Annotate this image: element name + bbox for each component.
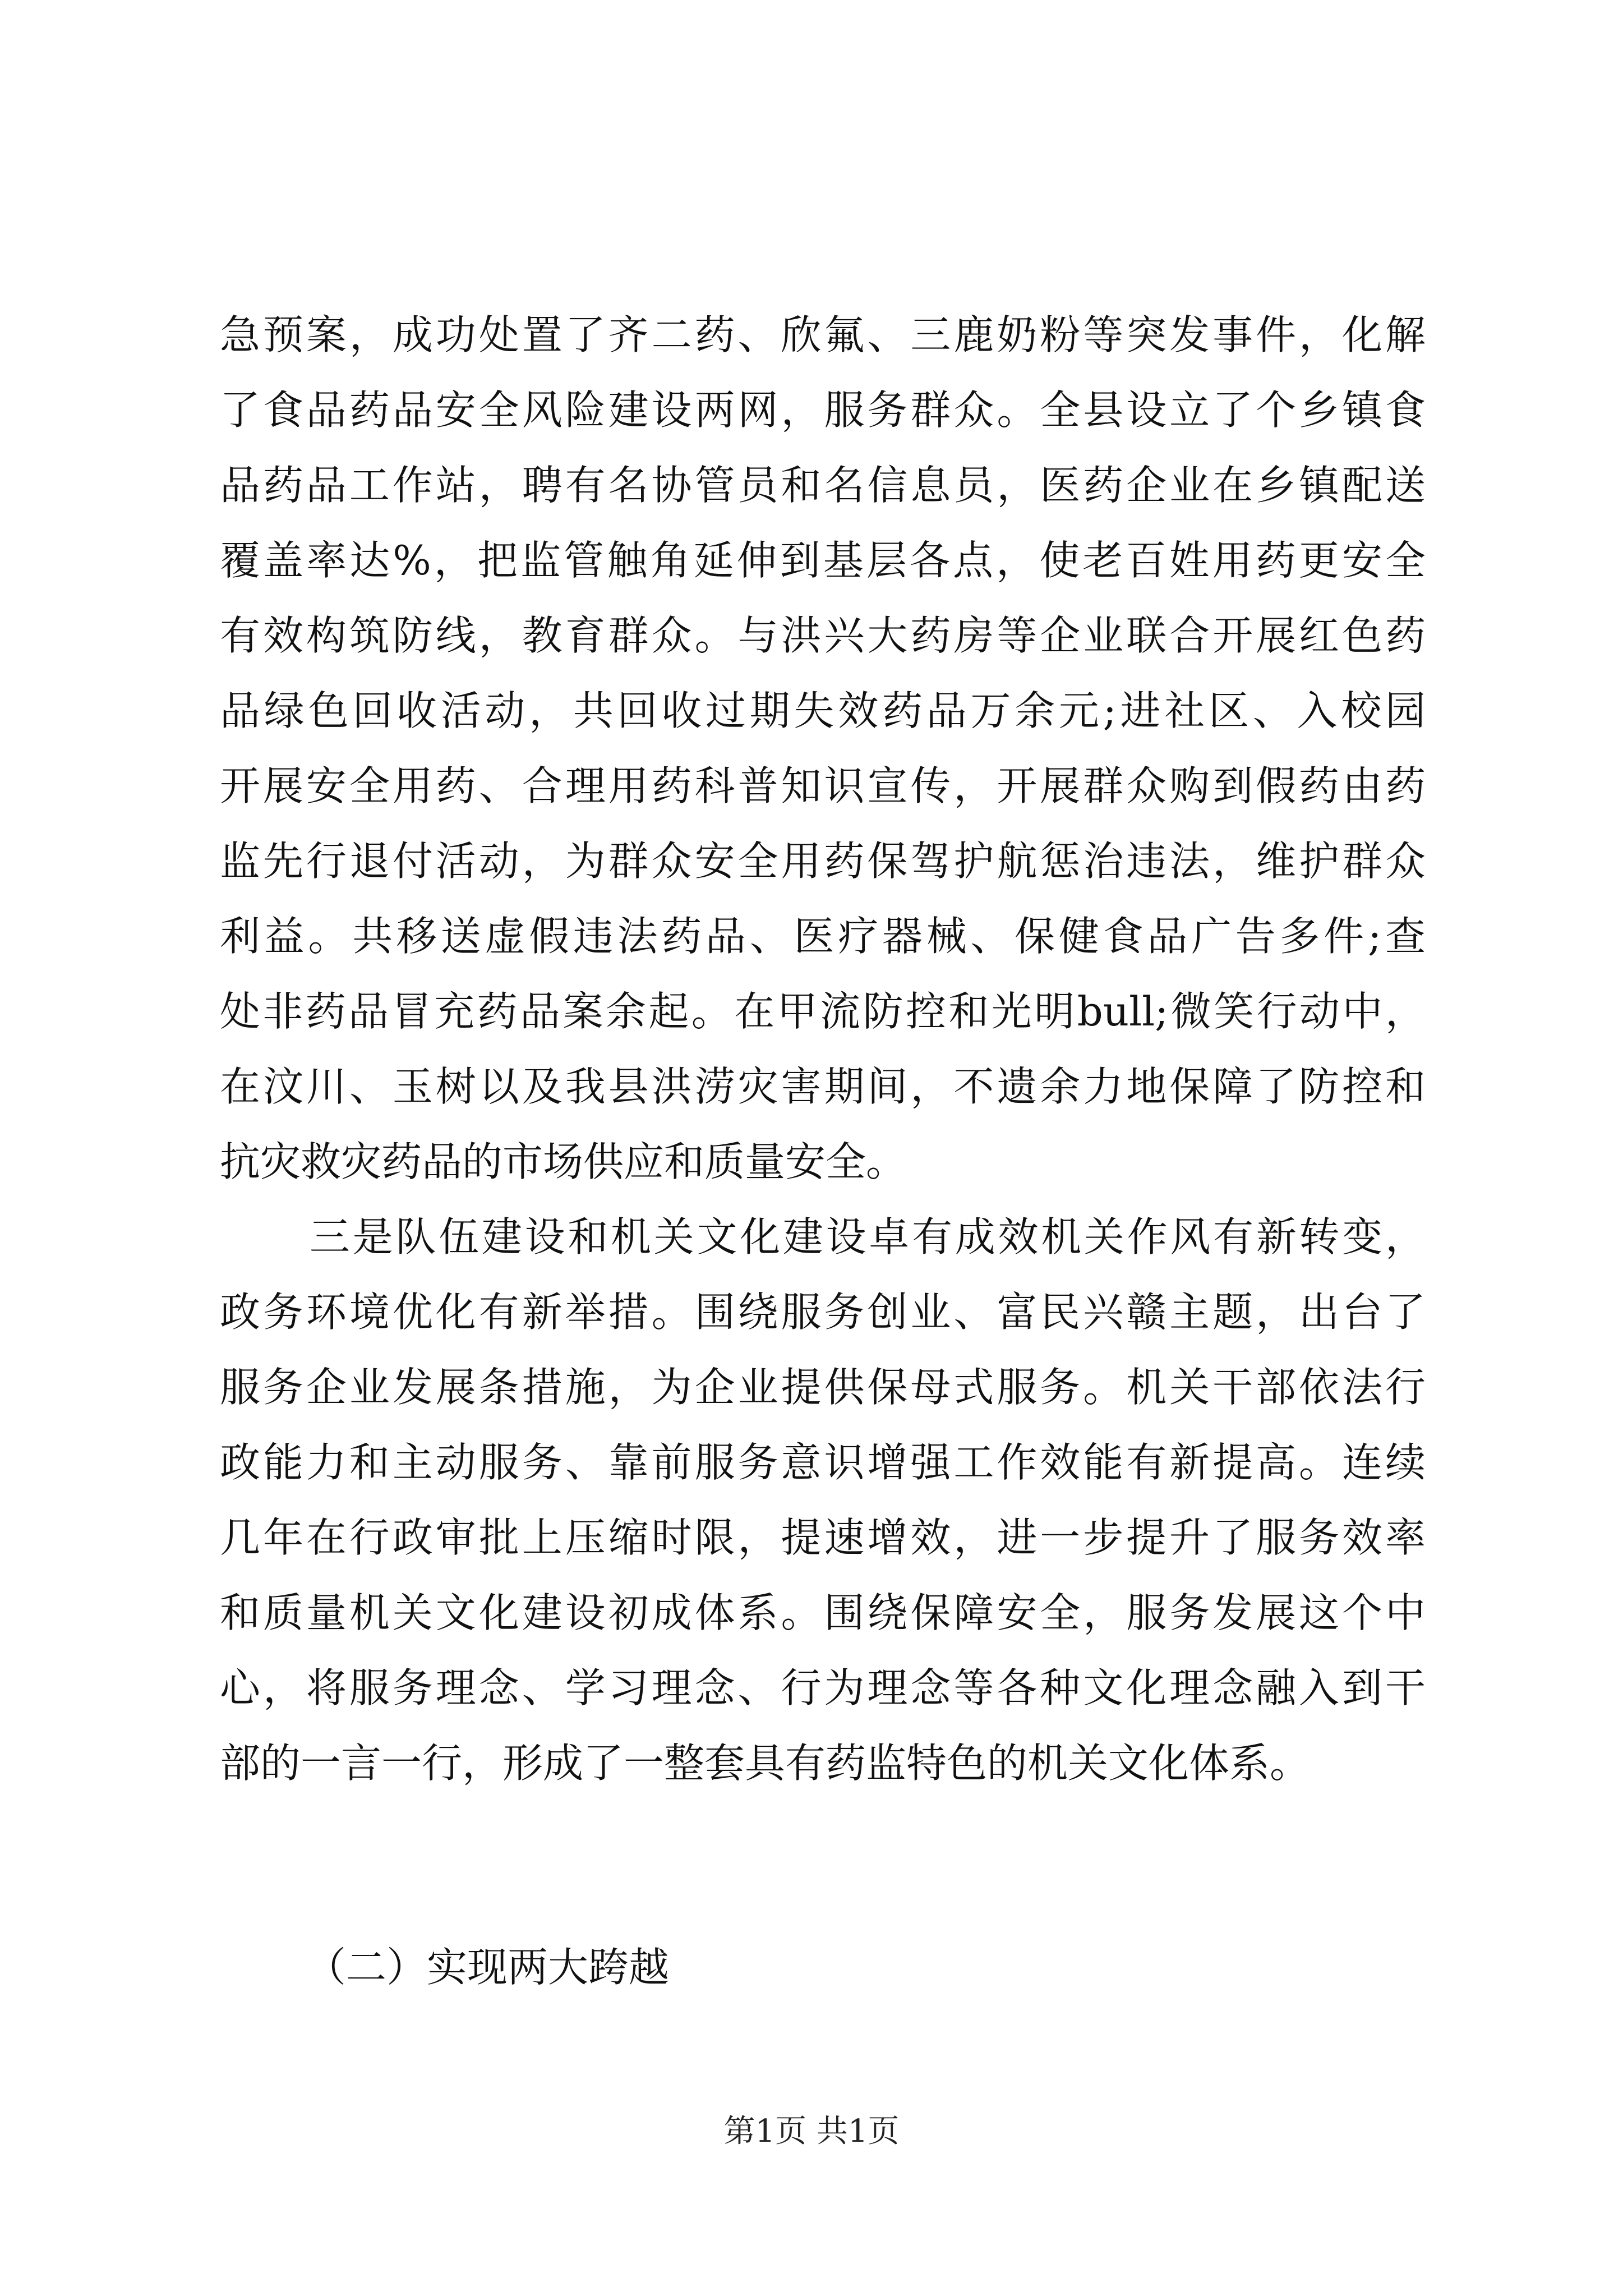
text-line: 利益。共移送虚假违法药品、医疗器械、保健食品广告多件;查	[220, 913, 1426, 960]
text-line: 有效构筑防线，教育群众。与洪兴大药房等企业联合开展红色药	[220, 612, 1426, 659]
text-line: 服务企业发展条措施，为企业提供保母式服务。机关干部依法行	[220, 1364, 1426, 1411]
text-line: 在汶川、玉树以及我县洪涝灾害期间，不遗余力地保障了防控和	[220, 1063, 1426, 1110]
text-line: 了食品药品安全风险建设两网，服务群众。全县设立了个乡镇食	[220, 386, 1426, 434]
text-line: 政务环境优化有新举措。围绕服务创业、富民兴赣主题，出台了	[220, 1289, 1426, 1336]
text-line: 开展安全用药、合理用药科普知识宣传，开展群众购到假药由药	[220, 762, 1426, 809]
text-line: 抗灾救灾药品的市场供应和质量安全。	[220, 1138, 907, 1185]
paragraph-1	[220, 297, 1426, 1199]
text-line: 三是队伍建设和机关文化建设卓有成效机关作风有新转变，	[310, 1213, 1426, 1260]
text-line: 品药品工作站，聘有名协管员和名信息员，医药企业在乡镇配送	[220, 462, 1426, 509]
text-line: 几年在行政审批上压缩时限，提速增效，进一步提升了服务效率	[220, 1514, 1426, 1561]
document-body	[220, 297, 1426, 1801]
text-line: 心，将服务理念、学习理念、行为理念等各种文化理念融入到干	[220, 1664, 1426, 1711]
section-heading: （二）实现两大跨越	[306, 1944, 670, 1991]
page-footer: 第1页 共1页	[723, 2113, 900, 2150]
text-line: 处非药品冒充药品案余起。在甲流防控和光明bull;微笑行动中，	[220, 988, 1426, 1035]
text-line: 覆盖率达%，把监管触角延伸到基层各点，使老百姓用药更安全	[220, 537, 1426, 584]
paragraph-2	[220, 1199, 1426, 1801]
text-line: 品绿色回收活动，共回收过期失效药品万余元;进社区、入校园	[220, 687, 1426, 734]
text-line: 监先行退付活动，为群众安全用药保驾护航惩治违法，维护群众	[220, 838, 1426, 885]
text-line: 政能力和主动服务、靠前服务意识增强工作效能有新提高。连续	[220, 1439, 1426, 1486]
text-line: 急预案，成功处置了齐二药、欣氟、三鹿奶粉等突发事件，化解	[220, 311, 1426, 358]
text-line: 部的一言一行，形成了一整套具有药监特色的机关文化体系。	[220, 1740, 1311, 1787]
text-line: 和质量机关文化建设初成体系。围绕保障安全，服务发展这个中	[220, 1589, 1426, 1636]
